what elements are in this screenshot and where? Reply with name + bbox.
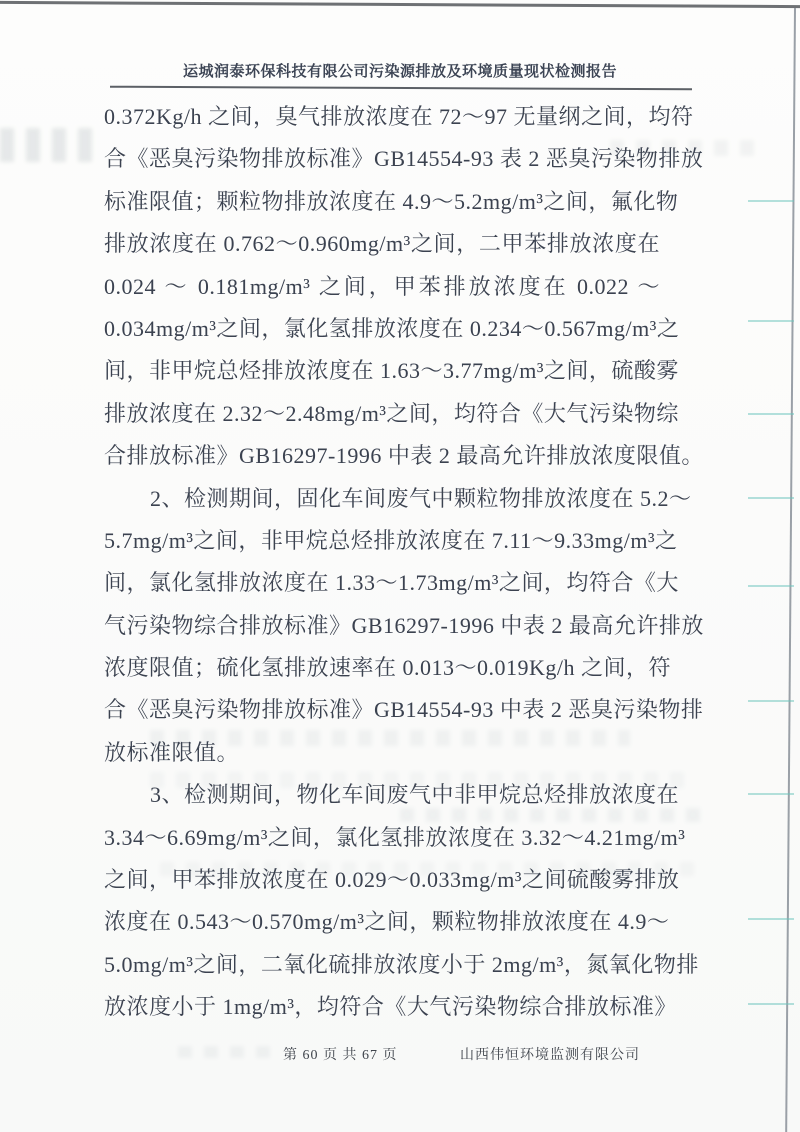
text-line: 0.372Kg/h 之间，臭气排放浓度在 72～97 无量纲之间，均符 [104, 104, 694, 129]
text-line: 间，非甲烷总烃排放浓度在 1.63～3.77mg/m³之间，硫酸雾 [104, 358, 679, 384]
company-name: 山西伟恒环境监测有限公司 [460, 1048, 640, 1063]
report-body [104, 96, 704, 1029]
scan-teal-tick [748, 700, 794, 702]
scan-teal-tick [748, 200, 794, 202]
scan-teal-tick [748, 1003, 794, 1005]
scan-top-edge-line [0, 1, 800, 8]
scan-right-edge-line [785, 8, 796, 1132]
text-line: 标准限值；颗粒物排放浓度在 4.9～5.2mg/m³之间，氟化物 [104, 188, 679, 214]
bleed-through-smudge [0, 128, 95, 162]
text-line: 0.034mg/m³之间，氯化氢排放浓度在 0.234～0.567mg/m³之 [104, 315, 680, 341]
scan-teal-tick [748, 413, 794, 415]
text-line-paragraph-3-start: 3、检测期间，物化车间废气中非甲烷总烃排放浓度在 [150, 782, 680, 808]
report-header-title: 运城润泰环保科技有限公司污染源排放及环境质量现状检测报告 [182, 64, 617, 80]
text-line: 放浓度小于 1mg/m³，均符合《大气污染物综合排放标准》 [104, 994, 677, 1020]
text-line-paragraph-2-start: 2、检测期间，固化车间废气中颗粒物排放浓度在 5.2～ [150, 485, 692, 511]
page-footer [0, 1044, 800, 1066]
text-line: 5.0mg/m³之间，二氧化硫排放浓度小于 2mg/m³，氮氧化物排 [104, 951, 699, 977]
text-line: 合排放标准》GB16297-1996 中表 2 最高允许排放浓度限值。 [104, 443, 704, 469]
text-line: 排放浓度在 0.762～0.960mg/m³之间，二甲苯排放浓度在 [104, 231, 660, 257]
text-line: 合《恶臭污染物排放标准》GB14554-93 表 2 恶臭污染物排放 [104, 146, 704, 172]
text-line: 浓度在 0.543～0.570mg/m³之间，颗粒物排放浓度在 4.9～ [104, 909, 670, 935]
header-rule [110, 86, 692, 91]
page-number: 第 60 页 共 67 页 [283, 1048, 398, 1063]
text-line: 合《恶臭污染物排放标准》GB14554-93 中表 2 恶臭污染物排 [104, 697, 704, 723]
scan-teal-tick [748, 497, 794, 499]
text-line: 0.024 ～ 0.181mg/m³ 之间，甲苯排放浓度在 0.022 ～ [104, 273, 660, 299]
text-line: 排放浓度在 2.32～2.48mg/m³之间，均符合《大气污染物综 [104, 400, 679, 426]
text-line: 间，氯化氢排放浓度在 1.33～1.73mg/m³之间，均符合《大 [104, 570, 679, 596]
scan-teal-tick [748, 320, 794, 322]
scan-teal-tick [748, 585, 794, 587]
text-line: 5.7mg/m³之间，非甲烷总烃排放浓度在 7.11～9.33mg/m³之 [104, 527, 678, 553]
text-line: 浓度限值；硫化氢排放速率在 0.013～0.019Kg/h 之间，符 [104, 655, 672, 681]
text-line: 之间，甲苯排放浓度在 0.029～0.033mg/m³之间硫酸雾排放 [104, 867, 680, 893]
scan-teal-tick [748, 793, 794, 795]
text-line: 气污染物综合排放标准》GB16297-1996 中表 2 最高允许排放 [104, 612, 704, 638]
scan-teal-tick [748, 918, 794, 920]
text-line-paragraph-2-end: 放标准限值。 [104, 739, 240, 765]
text-line: 3.34～6.69mg/m³之间，氯化氢排放浓度在 3.32～4.21mg/m³ [104, 824, 686, 850]
